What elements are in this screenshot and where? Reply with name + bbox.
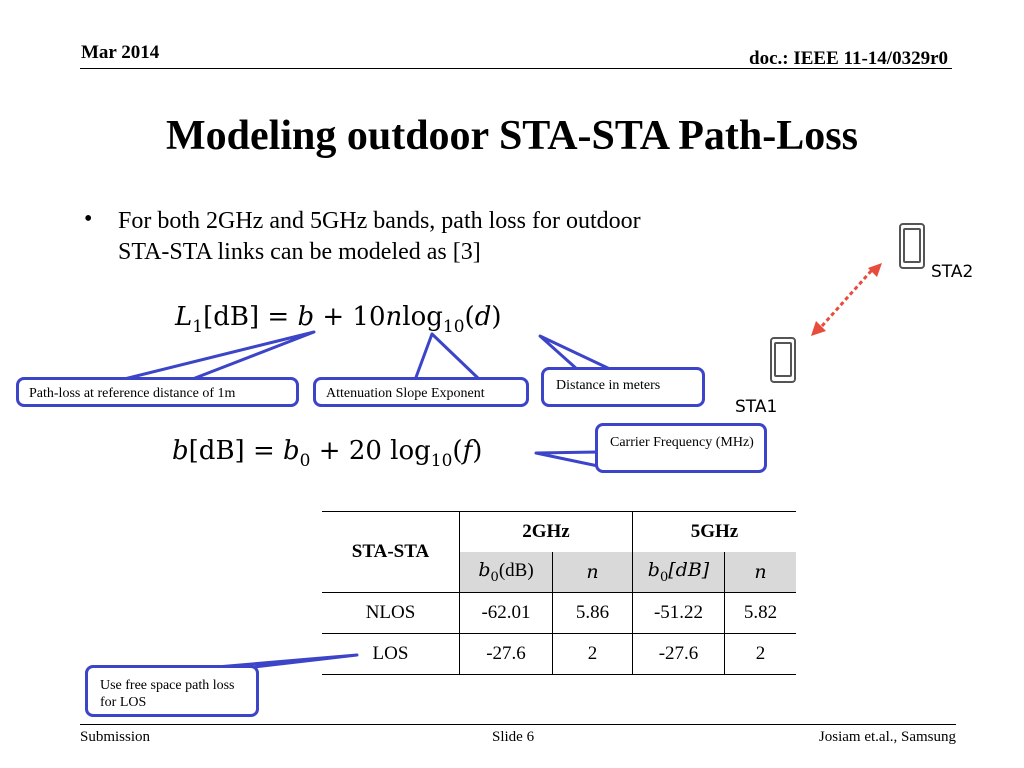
eq2-close: ) [472, 436, 483, 466]
table-cell: 5.86 [553, 593, 633, 634]
table-subheader-n-2ghz: n [553, 552, 633, 593]
table-corner: STA-STA [322, 512, 460, 593]
eq2-db: [dB] = [188, 436, 284, 466]
footer-divider [80, 724, 956, 725]
bullet-marker: • [84, 206, 93, 232]
table-subheader-n-5ghz: n [754, 560, 767, 583]
table-cell: 5.82 [743, 602, 778, 623]
header-date: Mar 2014 [81, 42, 160, 63]
eq1-b: b [297, 302, 315, 332]
eq1-plus-ten: + 10 [314, 302, 386, 332]
link-arrow-line [822, 270, 872, 326]
eq1-log: log [402, 302, 443, 332]
table-cell: -27.6 [633, 634, 725, 675]
table-cell: -27.6 [460, 634, 553, 675]
table-band-2ghz: 2GHz [460, 512, 633, 553]
eq1-open: ( [464, 302, 475, 332]
eq2-b0-sub: 0 [299, 451, 311, 471]
eq2-log-sub: 10 [430, 451, 453, 471]
footer-slide-number: Slide 6 [492, 729, 535, 745]
eq2-b: b [172, 436, 189, 466]
footer-submission: Submission [80, 729, 151, 745]
bullet-text: For both 2GHz and 5GHz bands, path loss for outdoor STA-STA links can be modeled as [3] [118, 208, 641, 265]
table-band-5ghz: 5GHz [690, 521, 739, 542]
table-subheader-b0-5ghz: $b_0[dB]$ [633, 552, 725, 593]
callout-ref-distance: Path-loss at reference distance of 1m [16, 377, 299, 407]
eq2-b0: b [283, 436, 300, 466]
eq2-f: f [462, 436, 473, 466]
path-loss-parameter-table [322, 511, 796, 675]
table-row [322, 634, 796, 675]
callout-distance: Distance in meters [541, 367, 705, 407]
slide-title: Modeling outdoor STA-STA Path-Loss [166, 113, 858, 159]
eq1-d: d [474, 302, 492, 332]
table-cell: -51.22 [633, 593, 725, 634]
eq1-log-sub: 10 [442, 317, 465, 337]
table-cell: 2 [755, 643, 766, 664]
header-doc-id: doc.: IEEE 11-14/0329r0 [749, 48, 948, 69]
callout-slope: Attenuation Slope Exponent [313, 377, 529, 407]
footer-author: Josiam et.al., Samsung [818, 729, 956, 745]
eq1-close: ) [491, 302, 502, 332]
sta2-label: STA2 [931, 262, 974, 282]
eq2-open: ( [452, 436, 463, 466]
callout-los-note: Use free space path loss for LOS [85, 665, 259, 717]
eq1-L: L [175, 302, 193, 332]
eq2-plus-twenty: + 20 log [310, 436, 431, 466]
eq1-n: n [385, 302, 403, 332]
link-arrowhead-sta2 [868, 263, 882, 277]
table-cell: -62.01 [460, 593, 553, 634]
eq1-L-sub: 1 [192, 317, 204, 337]
callout-carrier: Carrier Frequency (MHz) [595, 423, 767, 473]
table-subheader-b0-2ghz: $b_0(dB)$ [460, 552, 553, 593]
table-row-label: NLOS [322, 593, 460, 634]
table-row [322, 593, 796, 634]
table-cell: 2 [553, 634, 633, 675]
sta1-label: STA1 [735, 397, 778, 417]
table-row-label: LOS [322, 634, 460, 675]
eq1-db: [dB] = [203, 302, 298, 332]
